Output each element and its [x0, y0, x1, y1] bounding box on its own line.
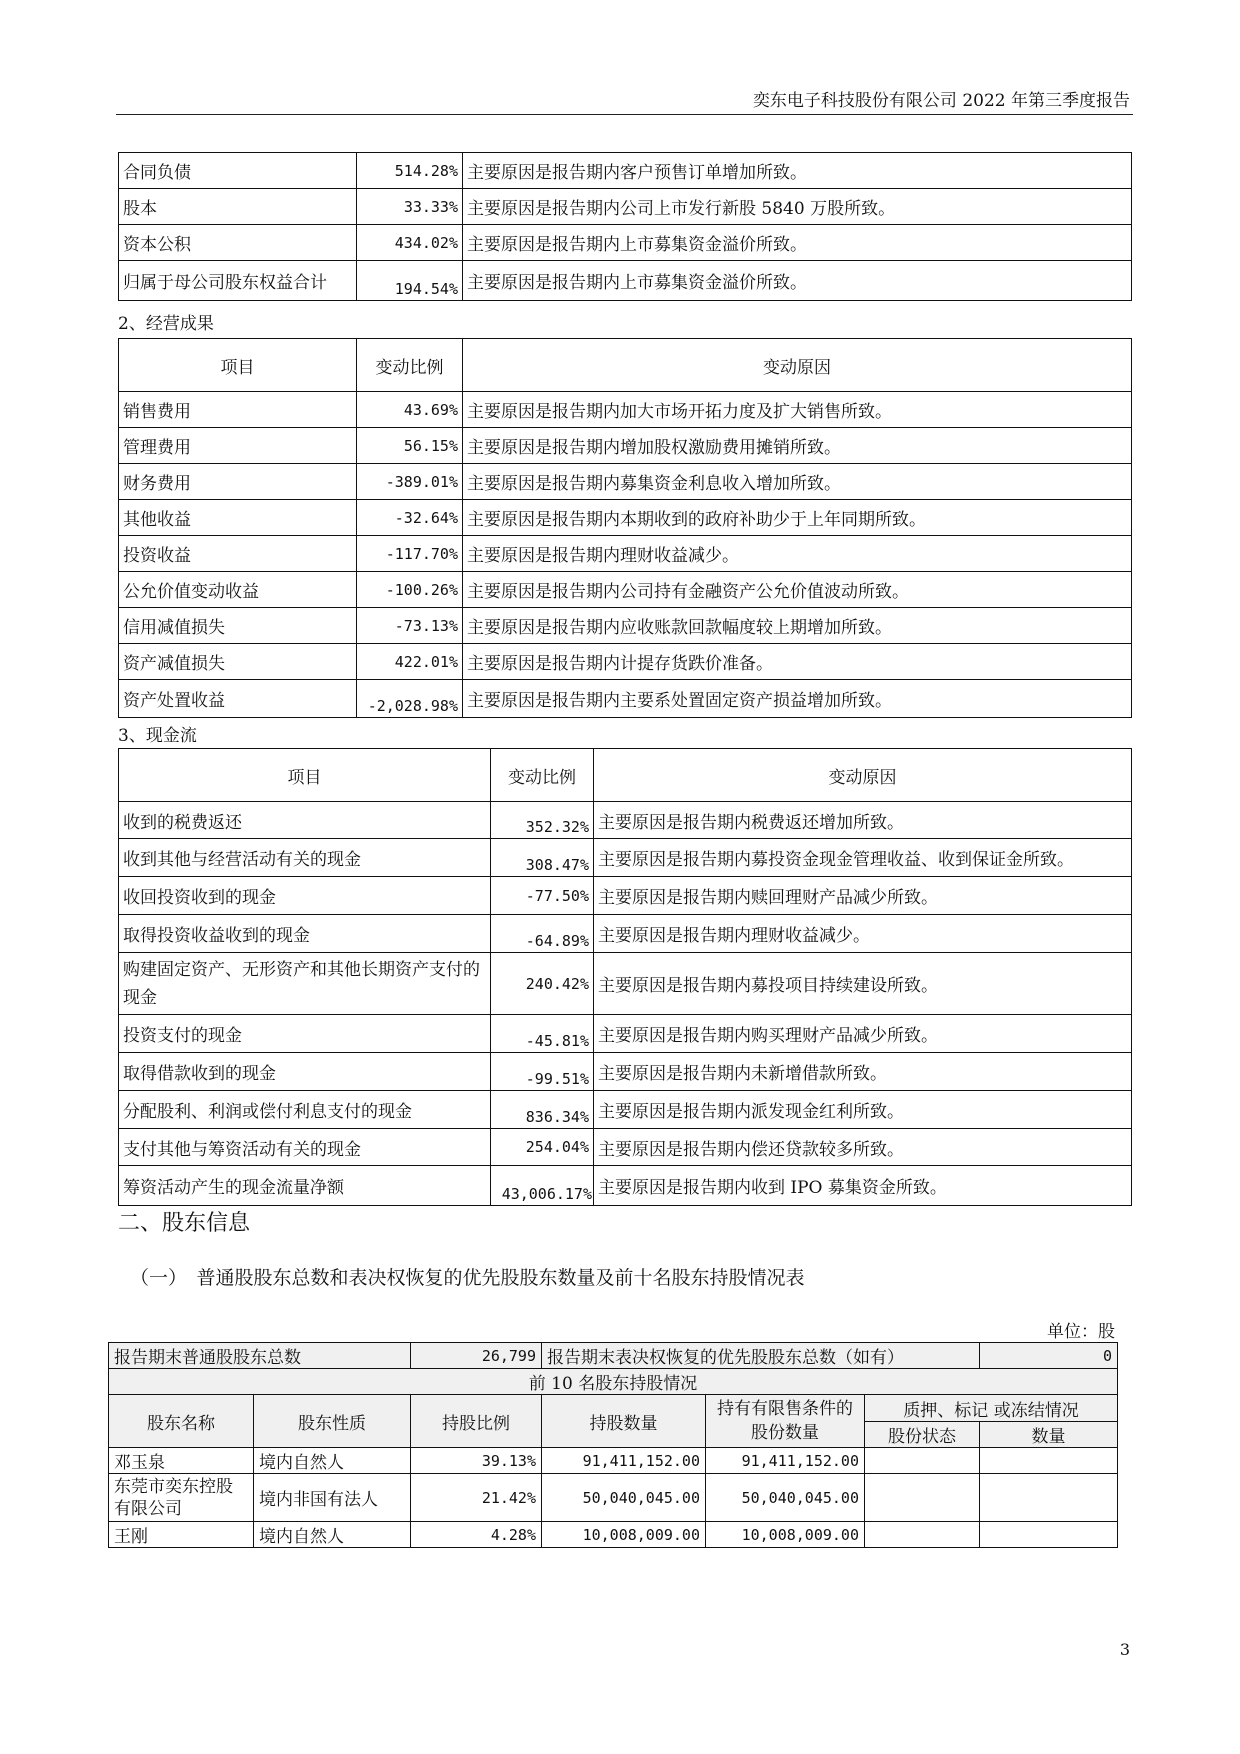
- col-header-name: 股东名称: [109, 1395, 254, 1448]
- table-header-row: [109, 1395, 1118, 1422]
- item-cell: 销售费用: [119, 392, 357, 428]
- section-title-operating: 2、经营成果: [118, 314, 214, 334]
- col-header-ratio: 变动比例: [357, 339, 463, 392]
- table-row: [119, 1053, 1132, 1091]
- shareholder-status: [865, 1474, 980, 1522]
- shareholder-status: [865, 1522, 980, 1548]
- total-shareholders-value: 26,799: [411, 1343, 542, 1369]
- preferred-shareholders-value: 0: [980, 1343, 1118, 1369]
- table-row: [119, 953, 1132, 1015]
- table-row: [119, 428, 1132, 464]
- shareholder-amount: [980, 1474, 1118, 1522]
- item-cell: 公允价值变动收益: [119, 572, 357, 608]
- item-cell: 投资收益: [119, 536, 357, 572]
- item-cell: 收到的税费返还: [119, 802, 491, 839]
- reason-cell: 主要原因是报告期内购买理财产品减少所致。: [594, 1015, 1132, 1053]
- reason-cell: 主要原因是报告期内偿还贷款较多所致。: [594, 1129, 1132, 1166]
- item-cell: 合同负债: [119, 153, 357, 189]
- unit-label: 单位：股: [1047, 1322, 1115, 1342]
- section-title-cashflow: 3、现金流: [118, 726, 197, 746]
- shareholder-qty: 10,008,009.00: [542, 1522, 706, 1548]
- cash-flow-table: [118, 748, 1132, 1206]
- shareholder-restricted: 91,411,152.00: [706, 1448, 865, 1474]
- reason-cell: 主要原因是报告期内理财收益减少。: [594, 915, 1132, 953]
- report-header: 奕东电子科技股份有限公司 2022 年第三季度报告: [752, 91, 1130, 111]
- balance-change-table: [118, 152, 1132, 301]
- reason-cell: 主要原因是报告期内计提存货跌价准备。: [463, 644, 1132, 680]
- shareholder-qty: 50,040,045.00: [542, 1474, 706, 1522]
- preferred-shareholders-label: 报告期末表决权恢复的优先股股东总数（如有）: [542, 1343, 980, 1369]
- ratio-cell: -99.51%: [491, 1053, 594, 1091]
- reason-cell: 主要原因是报告期内公司持有金融资产公允价值波动所致。: [463, 572, 1132, 608]
- table-row: [119, 680, 1132, 718]
- reason-cell: 主要原因是报告期内客户预售订单增加所致。: [463, 153, 1132, 189]
- shareholder-amount: [980, 1522, 1118, 1548]
- table-row: [109, 1448, 1118, 1474]
- table-row: [119, 608, 1132, 644]
- ratio-cell: 33.33%: [357, 189, 463, 225]
- reason-cell: 主要原因是报告期内税费返还增加所致。: [594, 802, 1132, 839]
- reason-cell: 主要原因是报告期内增加股权激励费用摊销所致。: [463, 428, 1132, 464]
- ratio-cell: -73.13%: [357, 608, 463, 644]
- reason-cell: 主要原因是报告期内赎回理财产品减少所致。: [594, 877, 1132, 915]
- table-row: [119, 392, 1132, 428]
- col-header-item: 项目: [119, 749, 491, 802]
- summary-row: [109, 1343, 1118, 1369]
- shareholder-nature: 境内自然人: [254, 1448, 411, 1474]
- table-row: [119, 1015, 1132, 1053]
- item-cell: 筹资活动产生的现金流量净额: [119, 1166, 491, 1206]
- item-cell: 购建固定资产、无形资产和其他长期资产支付的现金: [119, 953, 491, 1015]
- table-row: [119, 261, 1132, 301]
- item-cell: 收到其他与经营活动有关的现金: [119, 839, 491, 877]
- item-cell: 支付其他与筹资活动有关的现金: [119, 1129, 491, 1166]
- reason-cell: 主要原因是报告期内加大市场开拓力度及扩大销售所致。: [463, 392, 1132, 428]
- item-cell: 资产处置收益: [119, 680, 357, 718]
- table-row: [119, 1166, 1132, 1206]
- ratio-cell: -32.64%: [357, 500, 463, 536]
- item-cell: 资产减值损失: [119, 644, 357, 680]
- shareholders-table: [108, 1342, 1118, 1548]
- table-row: [119, 839, 1132, 877]
- reason-cell: 主要原因是报告期内募投资金现金管理收益、收到保证金所致。: [594, 839, 1132, 877]
- shareholder-nature: 境内非国有法人: [254, 1474, 411, 1522]
- col-header-status: 股份状态: [865, 1422, 980, 1448]
- ratio-cell: -64.89%: [491, 915, 594, 953]
- ratio-cell: 240.42%: [491, 953, 594, 1015]
- top10-title-row: [109, 1369, 1118, 1395]
- col-header-item: 项目: [119, 339, 357, 392]
- col-header-qty: 持股数量: [542, 1395, 706, 1448]
- table-row: [109, 1474, 1118, 1522]
- shareholder-ratio: 4.28%: [411, 1522, 542, 1548]
- ratio-cell: 352.32%: [491, 802, 594, 839]
- shareholder-restricted: 50,040,045.00: [706, 1474, 865, 1522]
- item-cell: 管理费用: [119, 428, 357, 464]
- ratio-cell: 56.15%: [357, 428, 463, 464]
- table-row: [119, 877, 1132, 915]
- shareholder-restricted: 10,008,009.00: [706, 1522, 865, 1548]
- reason-cell: 主要原因是报告期内上市募集资金溢价所致。: [463, 225, 1132, 261]
- reason-cell: 主要原因是报告期内未新增借款所致。: [594, 1053, 1132, 1091]
- ratio-cell: 194.54%: [357, 261, 463, 301]
- col-header-amount: 数量: [980, 1422, 1118, 1448]
- ratio-cell: 836.34%: [491, 1091, 594, 1129]
- item-cell: 投资支付的现金: [119, 1015, 491, 1053]
- shareholder-name: 邓玉泉: [109, 1448, 254, 1474]
- col-header-nature: 股东性质: [254, 1395, 411, 1448]
- subsection-heading-top10: （一） 普通股股东总数和表决权恢复的优先股股东数量及前十名股东持股情况表: [130, 1267, 805, 1289]
- ratio-cell: -100.26%: [357, 572, 463, 608]
- reason-cell: 主要原因是报告期内派发现金红利所致。: [594, 1091, 1132, 1129]
- operating-results-table: [118, 338, 1132, 718]
- reason-cell: 主要原因是报告期内募集资金利息收入增加所致。: [463, 464, 1132, 500]
- ratio-cell: -2,028.98%: [357, 680, 463, 718]
- ratio-cell: 422.01%: [357, 644, 463, 680]
- ratio-cell: 43,006.17%: [491, 1166, 594, 1206]
- shareholder-name: 东莞市奕东控股有限公司: [109, 1474, 254, 1522]
- ratio-cell: -45.81%: [491, 1015, 594, 1053]
- reason-cell: 主要原因是报告期内募投项目持续建设所致。: [594, 953, 1132, 1015]
- item-cell: 取得投资收益收到的现金: [119, 915, 491, 953]
- table-row: [119, 189, 1132, 225]
- table-row: [119, 464, 1132, 500]
- col-header-ratio: 持股比例: [411, 1395, 542, 1448]
- item-cell: 股本: [119, 189, 357, 225]
- item-cell: 收回投资收到的现金: [119, 877, 491, 915]
- reason-cell: 主要原因是报告期内本期收到的政府补助少于上年同期所致。: [463, 500, 1132, 536]
- shareholder-ratio: 21.42%: [411, 1474, 542, 1522]
- ratio-cell: 43.69%: [357, 392, 463, 428]
- table-row: [109, 1522, 1118, 1548]
- page-number: 3: [1119, 1640, 1130, 1659]
- table-row: [119, 500, 1132, 536]
- col-header-pledge: 质押、标记 或冻结情况: [865, 1395, 1118, 1422]
- item-cell: 财务费用: [119, 464, 357, 500]
- ratio-cell: 254.04%: [491, 1129, 594, 1166]
- item-cell: 取得借款收到的现金: [119, 1053, 491, 1091]
- item-cell: 归属于母公司股东权益合计: [119, 261, 357, 301]
- ratio-cell: -77.50%: [491, 877, 594, 915]
- col-header-restricted: 持有有限售条件的股份数量: [706, 1395, 865, 1448]
- reason-cell: 主要原因是报告期内公司上市发行新股 5840 万股所致。: [463, 189, 1132, 225]
- ratio-cell: 514.28%: [357, 153, 463, 189]
- top10-title: 前 10 名股东持股情况: [109, 1369, 1118, 1395]
- shareholder-name: 王刚: [109, 1522, 254, 1548]
- reason-cell: 主要原因是报告期内理财收益减少。: [463, 536, 1132, 572]
- table-row: [119, 915, 1132, 953]
- shareholder-amount: [980, 1448, 1118, 1474]
- shareholder-qty: 91,411,152.00: [542, 1448, 706, 1474]
- table-row: [119, 572, 1132, 608]
- reason-cell: 主要原因是报告期内上市募集资金溢价所致。: [463, 261, 1132, 301]
- item-cell: 其他收益: [119, 500, 357, 536]
- shareholder-status: [865, 1448, 980, 1474]
- table-header-row: [119, 749, 1132, 802]
- ratio-cell: -389.01%: [357, 464, 463, 500]
- reason-cell: 主要原因是报告期内收到 IPO 募集资金所致。: [594, 1166, 1132, 1206]
- col-header-reason: 变动原因: [463, 339, 1132, 392]
- table-row: [119, 153, 1132, 189]
- item-cell: 分配股利、利润或偿付利息支付的现金: [119, 1091, 491, 1129]
- ratio-cell: -117.70%: [357, 536, 463, 572]
- header-divider: [116, 114, 1133, 115]
- table-header-row: [119, 339, 1132, 392]
- ratio-cell: 308.47%: [491, 839, 594, 877]
- reason-cell: 主要原因是报告期内主要系处置固定资产损益增加所致。: [463, 680, 1132, 718]
- table-row: [119, 1091, 1132, 1129]
- shareholder-ratio: 39.13%: [411, 1448, 542, 1474]
- col-header-ratio: 变动比例: [491, 749, 594, 802]
- col-header-reason: 变动原因: [594, 749, 1132, 802]
- table-row: [119, 536, 1132, 572]
- item-cell: 信用减值损失: [119, 608, 357, 644]
- item-cell: 资本公积: [119, 225, 357, 261]
- shareholder-nature: 境内自然人: [254, 1522, 411, 1548]
- table-row: [119, 802, 1132, 839]
- table-row: [119, 644, 1132, 680]
- ratio-cell: 434.02%: [357, 225, 463, 261]
- total-shareholders-label: 报告期末普通股股东总数: [109, 1343, 411, 1369]
- section-heading-shareholders: 二、股东信息: [118, 1211, 251, 1236]
- reason-cell: 主要原因是报告期内应收账款回款幅度较上期增加所致。: [463, 608, 1132, 644]
- table-row: [119, 1129, 1132, 1166]
- table-row: [119, 225, 1132, 261]
